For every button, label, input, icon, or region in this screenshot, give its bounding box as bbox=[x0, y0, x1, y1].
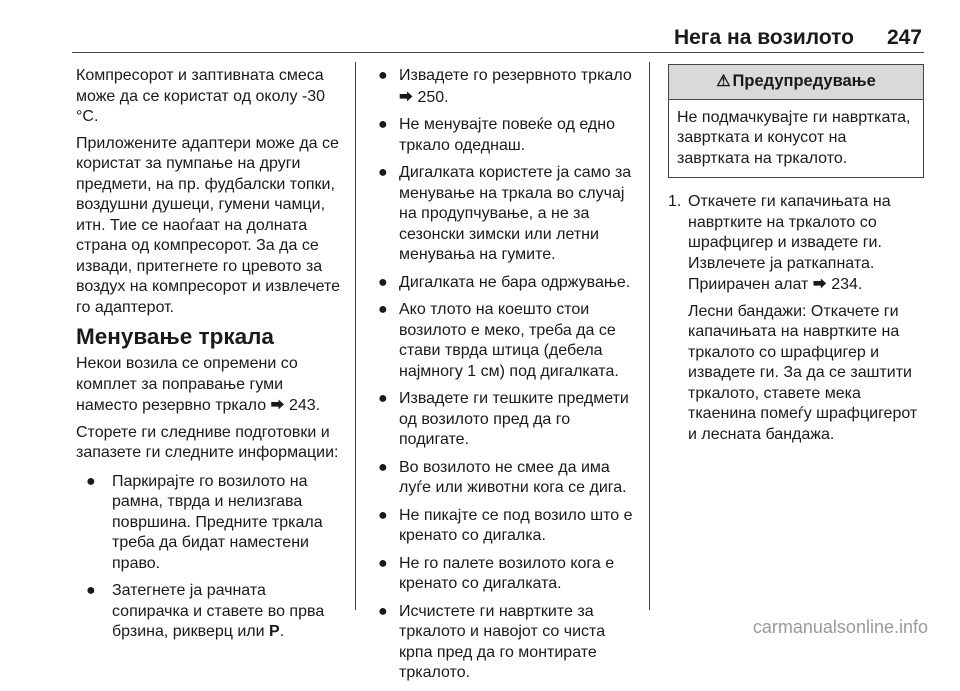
paragraph-preparations: Сторете ги следниве подготовки и запазете ги следните информации: bbox=[76, 423, 339, 461]
bullet-icon: ● bbox=[378, 506, 388, 524]
bullet-icon: ● bbox=[378, 301, 388, 318]
page-ref: 234. bbox=[831, 276, 863, 293]
list-item: ● Не го палете возилото кога е кренато со дигалката. bbox=[378, 554, 615, 592]
list-item: ● Паркирајте го возилото на рамна, тврда и нелизгава површина. Предните тркала треба да бидат наместени право. bbox=[86, 472, 323, 572]
page-ref: 243. bbox=[289, 397, 321, 414]
column-3 bbox=[668, 66, 924, 451]
list-item: ● Извадете го резервното тркало ⮕ 250. bbox=[378, 67, 632, 106]
list-item: ● Затегнете ја рачната сопирачка и ставете во прва брзина, рикверц или P. bbox=[86, 582, 325, 640]
column-1 bbox=[76, 66, 344, 650]
chapter-title: Нега на возилото bbox=[673, 26, 854, 49]
bullet-icon: ● bbox=[86, 582, 96, 599]
paragraph-adapters: Приложените адаптери може да се користат за пумпање на други предмети, на пр. фудбалски топки, воздушни душеци, гумени чамци, итн. Тие се наоѓаат на долната страна од компресорот. За да се извади, притегнете го цревото за воздух на компресорот и извлечете го адаптерот. bbox=[76, 134, 341, 316]
gear-p-label: P bbox=[269, 623, 280, 640]
watermark: carmanualsonline.info bbox=[752, 617, 928, 637]
column-divider-1 bbox=[355, 62, 356, 610]
paragraph-compressor-temp: Компресорот и заптивната смеса може да се користат од околу -30 °C. bbox=[76, 67, 326, 125]
bullet-icon: ● bbox=[378, 602, 388, 620]
warning-body: Не подмачкувајте ги навртката, завртката и конусот на завртката на тркалото. bbox=[677, 108, 911, 167]
bullet-icon: ● bbox=[378, 67, 388, 84]
step-paragraph-light-alloy: Лесни бандажи: Откачете ги капачињата на навртките на тркалото со шрафцигер и извадете ги. За да се заштити тркалото, ставете мека ткаенина помеѓу шрафцигерот и лесната бандажа. bbox=[688, 302, 918, 443]
list-item: ● Не пикајте се под возило што е кренато со дигалка. bbox=[378, 506, 633, 544]
page-ref: 250. bbox=[417, 88, 449, 106]
step-paragraph: Откачете ги капачињата на навртките на тркалото со шрафцигер и извадете ги. Извлечете ја раткапната. Приирачен алат ⮕ 234. bbox=[688, 193, 891, 293]
bullet-icon: ● bbox=[378, 273, 388, 291]
bullet-icon: ● bbox=[378, 116, 388, 133]
bullet-icon: ● bbox=[86, 472, 96, 490]
bullet-icon: ● bbox=[378, 458, 388, 476]
list-item: ● Не менувајте повеќе од едно тркало одеднаш. bbox=[378, 116, 615, 154]
list-item: ● Ако тлото на коешто стои возилото е меко, треба да се стави тврда штица (дебела најмногу 1 см) под дигалката. bbox=[378, 301, 619, 380]
bullet-list bbox=[76, 472, 344, 643]
warning-title: Предупредување bbox=[732, 72, 876, 90]
paragraph-repair-kit: Некои возила се опремени со комплет за поправање гуми наместо резервно тркало ⮕ 243. bbox=[76, 355, 321, 414]
bullet-icon: ● bbox=[378, 554, 388, 572]
list-item: ● Извадете ги тешките предмети од возилото пред да го подигате. bbox=[378, 390, 629, 448]
column-2 bbox=[372, 66, 634, 691]
list-item: ● Во возилото не смее да има луѓе или животни кога се дига. bbox=[378, 458, 627, 496]
column-divider-2 bbox=[649, 62, 650, 610]
header-rule bbox=[72, 52, 924, 53]
page-ref-arrow-icon: ⮕ bbox=[270, 397, 285, 413]
step-number: 1. bbox=[668, 193, 682, 210]
warning-box bbox=[668, 64, 924, 178]
bullet-icon: ● bbox=[378, 390, 388, 407]
warning-header bbox=[669, 65, 923, 100]
page-ref-arrow-icon: ⮕ bbox=[812, 276, 827, 292]
page-number: 247 bbox=[886, 26, 922, 49]
list-item: ● Исчистете ги навртките за тркалото и навојот со чиста крпа пред да го монтирате тркалото. bbox=[378, 602, 606, 681]
numbered-step bbox=[668, 192, 924, 445]
list-item: ● Дигалката не бара одржување. bbox=[372, 273, 634, 294]
page-ref-arrow-icon: ⮕ bbox=[399, 88, 413, 105]
warning-triangle-icon: ⚠ bbox=[716, 73, 731, 90]
list-item: ● Дигалката користете ја само за менување на тркала во случај на продупчување, а не за сезонски зимски или летни менувања на гумите. bbox=[378, 164, 632, 263]
section-heading: Менување тркала bbox=[76, 324, 274, 349]
bullet-icon: ● bbox=[378, 164, 388, 181]
